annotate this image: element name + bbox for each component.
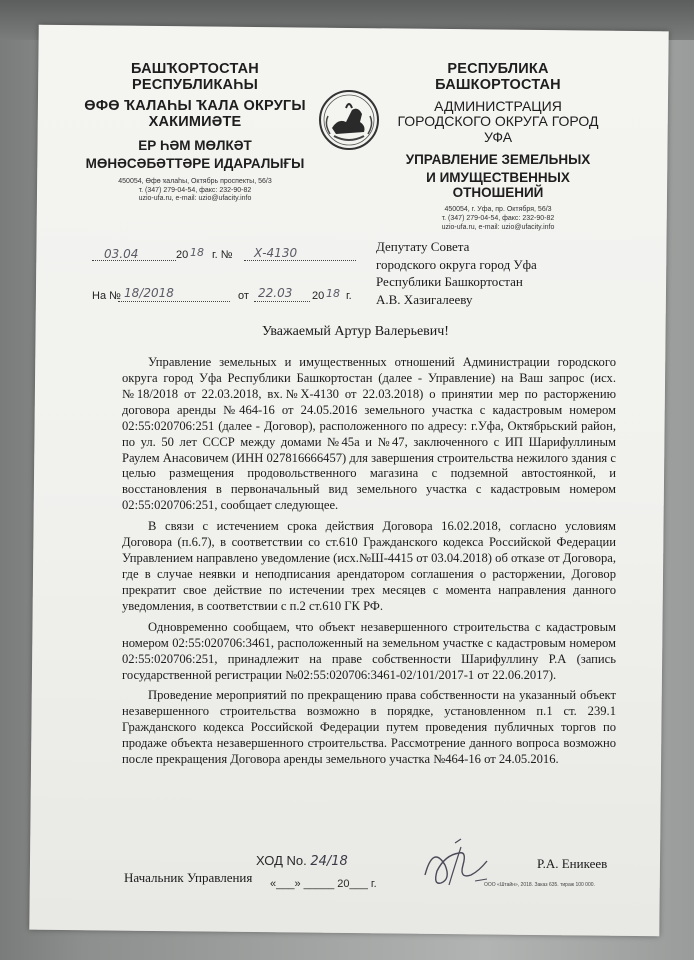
ot-year-hand: 18	[326, 287, 340, 300]
header-left-bashkir	[80, 62, 310, 204]
header-left-line2: ӨФӨ ҠАЛАҺЫ ҠАЛА ОКРУГЫ	[84, 98, 306, 115]
header-left-addr1: 450054, Өфө ҡалаһы, Октябрь проспекты, 56/3	[118, 177, 272, 185]
header-left-line5: МӨНӘСӘБӘТТӘРЕ ИДАРАЛЫҒЫ	[85, 156, 305, 172]
ot-label: от	[238, 290, 249, 302]
header-right-line5: И ИМУЩЕСТВЕННЫХ ОТНОШЕНИЙ	[426, 170, 570, 200]
incoming-stamp	[256, 853, 348, 869]
addressee-block	[376, 238, 636, 308]
addressee-line4: А.В. Хазигалееву	[376, 291, 473, 307]
header-right-addr3: uzio-ufa.ru, e-mail: uzio@ufacity.info	[441, 223, 555, 231]
signatory-position: Начальник Управления	[124, 870, 253, 885]
handwritten-signature-icon	[415, 835, 495, 895]
header-right-addr1: 450054, г. Уфа, пр. Октября, 56/3	[444, 206, 552, 214]
header-left-line4: ЕР ҺӘМ МӨЛКӘТ	[138, 137, 252, 153]
ot-year-label: 20	[312, 290, 325, 302]
ot-date-hand: 22.03	[258, 286, 293, 300]
reg-date-hand: 03.04	[104, 247, 139, 261]
na-label: На №	[92, 290, 121, 302]
signatory-name: Р.А. Еникеев	[537, 856, 608, 871]
stamp-label: ХОД No.	[256, 853, 307, 868]
addressee-line1: Депутату Совета	[376, 239, 470, 254]
print-info: ООО «Штайн», 2018. Заказ 635. тираж 100 000.	[484, 882, 595, 888]
stamp-number-hand: 24/18	[310, 854, 348, 869]
header-right-line2: АДМИНИСТРАЦИЯ	[434, 98, 562, 115]
stamp-date-line: «___» _____ 20___ г.	[270, 878, 377, 890]
addressee-line2: городского округа город Уфа	[376, 256, 537, 272]
body-paragraph-4: Проведение мероприятий по прекращению права собственности на указанный объект незавершенного строительства возможно в порядке, установленном п.1 ст. 239.1 Гражданского кодекса Российской Федерации путем проведения публичных торгов по продаже объекта незавершенного строительства. Рассмотрение данного вопроса возможно после прекращения Договора аренды земельного участка №464-16 от 24.05.2016.	[122, 688, 616, 767]
header-left-addr2: т. (347) 279-04-54, факс: 232-90-82	[138, 186, 252, 194]
header-left-address	[80, 178, 310, 204]
header-left-addr3: uzio-ufa.ru, e-mail: uzio@ufacity.info	[138, 195, 252, 203]
reg-number-hand: Х-4130	[254, 246, 298, 260]
header-right-line1: РЕСПУБЛИКА БАШКОРТОСТАН	[435, 61, 561, 93]
salutation: Уважаемый Артур Валерьевич!	[262, 324, 449, 339]
na-number-hand: 18/2018	[124, 286, 174, 300]
na-number-line	[118, 301, 230, 302]
header-right-line4: УПРАВЛЕНИЕ ЗЕМЕЛЬНЫХ	[405, 151, 591, 167]
body-paragraph-1: Управление земельных и имущественных отношений Администрации городского округа город Уфа Республики Башкортостан (далее - Управление) на Ваш запрос (исх.№18/2018 от 22.03.2018, вх.№Х-4130 от 22.03.2018) о принятии мер по расторжению договора аренды №464-16 от 24.05.2016 земельного участка с кадастровым номером 02:55:020706:251 (далее - Договор), расположенного по адресу: г.Уфа, Октябрьский район, по ул. 50 лет СССР между домами №45а и №47, заключенного с ИП Шарифуллиным Раулем Анасовичем (ИНН 027816666457) для завершения строительства нежилого здания с целью размещения продовольственного магазина с подземной автостоянкой, и восстановления в первоначальный вид земельного участка с кадастровым номером 02:55:020706:251, сообщает следующее.	[122, 355, 616, 513]
addressee-line3: Республики Башкортостан	[376, 274, 523, 290]
header-left-line3: ХАКИМИӘТЕ	[148, 113, 242, 130]
ot-g-label: г.	[346, 290, 352, 302]
header-right-address	[383, 206, 613, 232]
header-right-addr2: т. (347) 279-04-54, факс: 232-90-82	[441, 215, 555, 223]
body-paragraph-2: В связи с истечением срока действия Договора 16.02.2018, согласно условиям Договора (п.6.7), в соответствии со ст.610 Гражданского кодекса Российской Федерации Управлением направлено уведомление (исх.№Ш-4415 от 03.04.2018) об отказе от Договора, где в случае неявки и неподписания арендатором соглашения о расторжении, Договор прекратит свое действие по истечении трех месяцев с момента направления данного уведомления, в соответствии с п.2 ст.610 ГК РФ.	[122, 519, 616, 613]
reg-g-label: г. №	[212, 249, 233, 261]
body-paragraph-3: Одновременно сообщаем, что объект незавершенного строительства с кадастровым номером 02:55:020706:3461, расположенный на земельном участке с кадастровым номером 02:55:020706:251, принадлежит на праве собственности Шарифуллину Р.А (запись государственной регистрации №02:55:020706:3461-02/101/2017-1 от 22.06.2017).	[122, 619, 616, 682]
header-right-russian	[383, 62, 613, 233]
reg-number-line	[244, 260, 356, 261]
reg-year-hand: 18	[190, 246, 204, 259]
letter-body	[122, 355, 616, 773]
bashkortostan-emblem-icon	[318, 88, 380, 152]
reg-year-label: 20	[176, 249, 189, 261]
ot-date-line	[254, 301, 310, 302]
header-right-line3: ГОРОДСКОГО ОКРУГА ГОРОД УФА	[397, 113, 599, 145]
header-left-line1: БАШҠОРТОСТАН РЕСПУБЛИКАҺЫ	[131, 61, 259, 93]
